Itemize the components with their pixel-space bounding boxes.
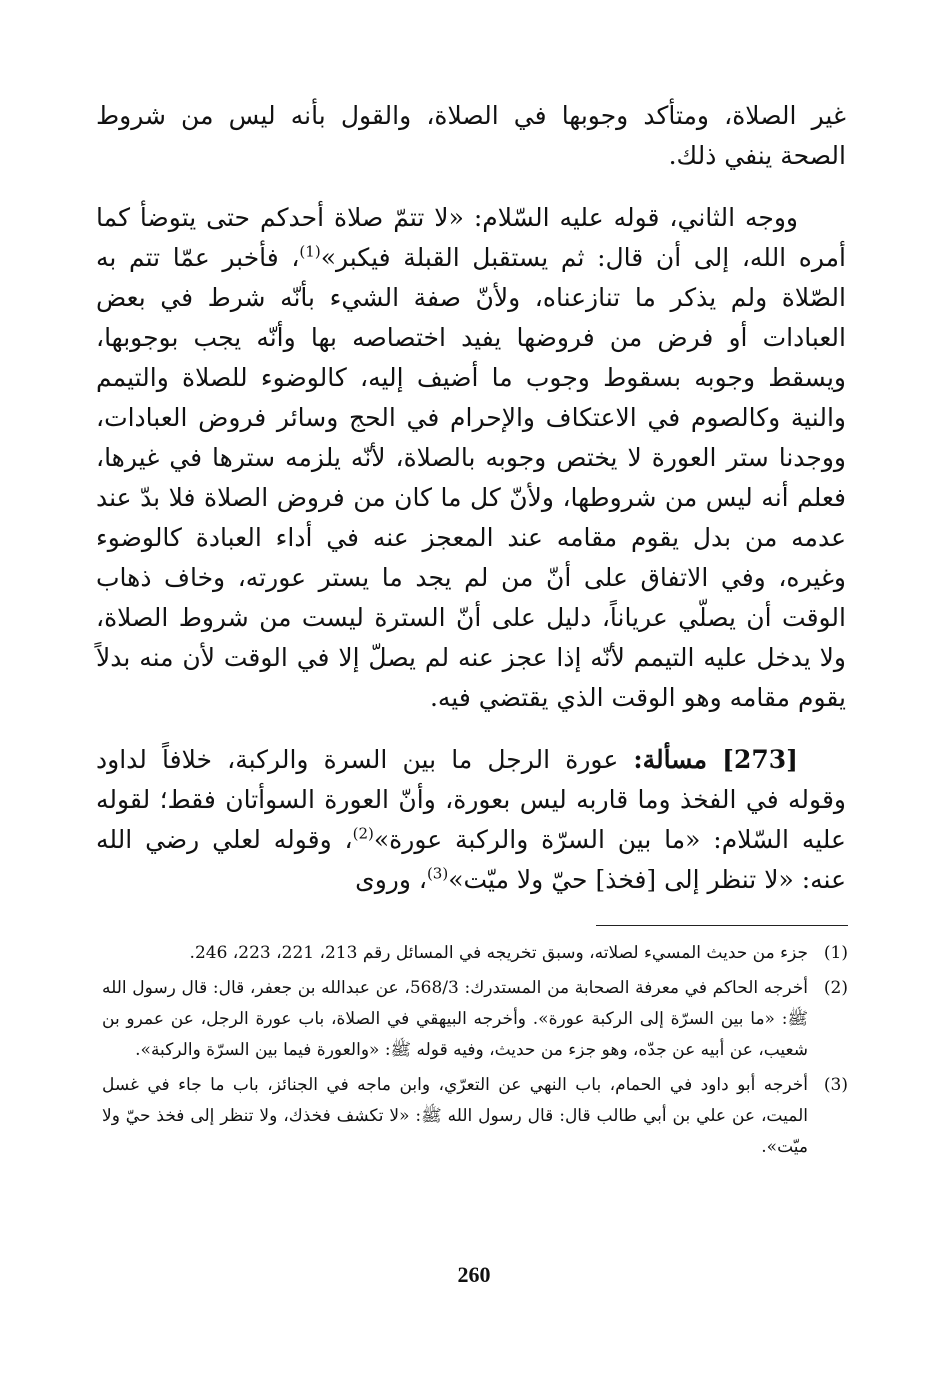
footnote-ref-2: (2) xyxy=(352,824,374,843)
footnote-text: أخرجه الحاكم في معرفة الصحابة من المستدرك: 568/3، عن عبدالله بن جعفر، قال: قال رسول الله ﷺ: «ما بين السرّة إلى الركبة عورة». وأخرجه البيهقي في الصلاة، باب عورة الرجل، عن عمرو بن شعيب، عن أبيه عن جدّه، وهو جزء من حديث، وفيه قوله ﷺ: «والعورة فيما بين السرّة والركبة». xyxy=(102,978,808,1060)
main-text xyxy=(96,96,846,900)
footnote-number: (2) xyxy=(823,978,848,998)
issue-number: [273] xyxy=(722,745,798,774)
footnote-number: (3) xyxy=(823,1075,848,1095)
footnote xyxy=(102,973,848,1066)
footnote-ref-3: (3) xyxy=(426,864,449,883)
paragraph-2-text: ووجه الثاني، قوله عليه السّلام: «لا تتمّ صلاة أحدكم حتى يتوضأ كما أمره الله، إلى أن قال: ثم يستقبل القبلة فيكبر» xyxy=(96,203,846,272)
paragraph-3 xyxy=(96,740,846,900)
page-number: 260 xyxy=(457,1262,491,1287)
issue-label: مسألة: xyxy=(633,745,707,774)
paragraph-2-rest: ، فأخبر عمّا تتم به الصّلاة ولم يذكر ما تنازعناه، ولأنّ صفة الشيء بأنّه شرط في بعض العبادات أو فرض من فروضها يفيد اختصاصه بها وأنّه يجب بوجوبها، ويسقط وجوبه بسقوط وجوب ما أضيف إليه، كالوضوء للصلاة والتيمم والنية وكالصوم في الاعتكاف والإحرام في الحج وسائر فروض العبادات، ووجدنا ستر العورة لا يختص وجوبه بالصلاة، لأنّه يلزمه سترها في غيرها، فعلم أنه ليس من شروطها، ولأنّ كل ما كان من فروض الصلاة فلا بدّ عند عدمه من بدل يقوم مقامه عند المعجز عنه في أداء العبادة كالوضوء وغيره، وفي الاتفاق على أنّ من لم يجد ما يستر عورته، وخاف ذهاب الوقت أن يصلّي عرياناً، دليل على أنّ السترة ليست من شروط الصلاة، ولا يدخل عليه التيمم لأنّه إذا عجز عنه لم يصلّ إلا في الوقت لأن منه بدلاً يقوم مقامه وهو الوقت الذي يقتضي فيه. xyxy=(96,243,846,712)
paragraph-1-text: غير الصلاة، ومتأكد وجوبها في الصلاة، والقول بأنه ليس من شروط الصحة ينفي ذلك. xyxy=(96,101,846,170)
footnotes xyxy=(102,938,848,1167)
paragraph-3-text-b: ، وقوله لعلي رضي الله عنه: «لا تنظر إلى [فخذ] حيّ ولا ميّت» xyxy=(96,825,846,894)
footnote-ref-1: (1) xyxy=(299,242,321,261)
footnote-divider xyxy=(596,925,848,926)
paragraph-3-text-a: عورة الرجل ما بين السرة والركبة، خلافاً لداود وقوله في الفخذ وما قاربه ليس بعورة، وأنّ العورة السوأتان فقط؛ لقوله عليه السّلام: «ما بين السرّة والركبة عورة» xyxy=(96,745,846,854)
paragraph-2 xyxy=(96,198,846,718)
footnote-number: (1) xyxy=(823,943,848,963)
footnote-text: جزء من حديث المسيء لصلاته، وسبق تخريجه في المسائل رقم 213، 221، 223، 246. xyxy=(189,943,808,963)
paragraph-1 xyxy=(96,96,846,176)
paragraph-3-text-c: ، وروى xyxy=(355,865,427,894)
footnote-text: أخرجه أبو داود في الحمام، باب النهي عن التعرّي، وابن ماجه في الجنائز، باب ما جاء في غسل الميت، عن علي بن أبي طالب قال: قال رسول الله ﷺ: «لا تكشف فخذك، ولا تنظر إلى فخذ حيّ ولا ميّت». xyxy=(102,1075,808,1157)
footnote xyxy=(102,938,848,969)
footnote xyxy=(102,1070,848,1163)
